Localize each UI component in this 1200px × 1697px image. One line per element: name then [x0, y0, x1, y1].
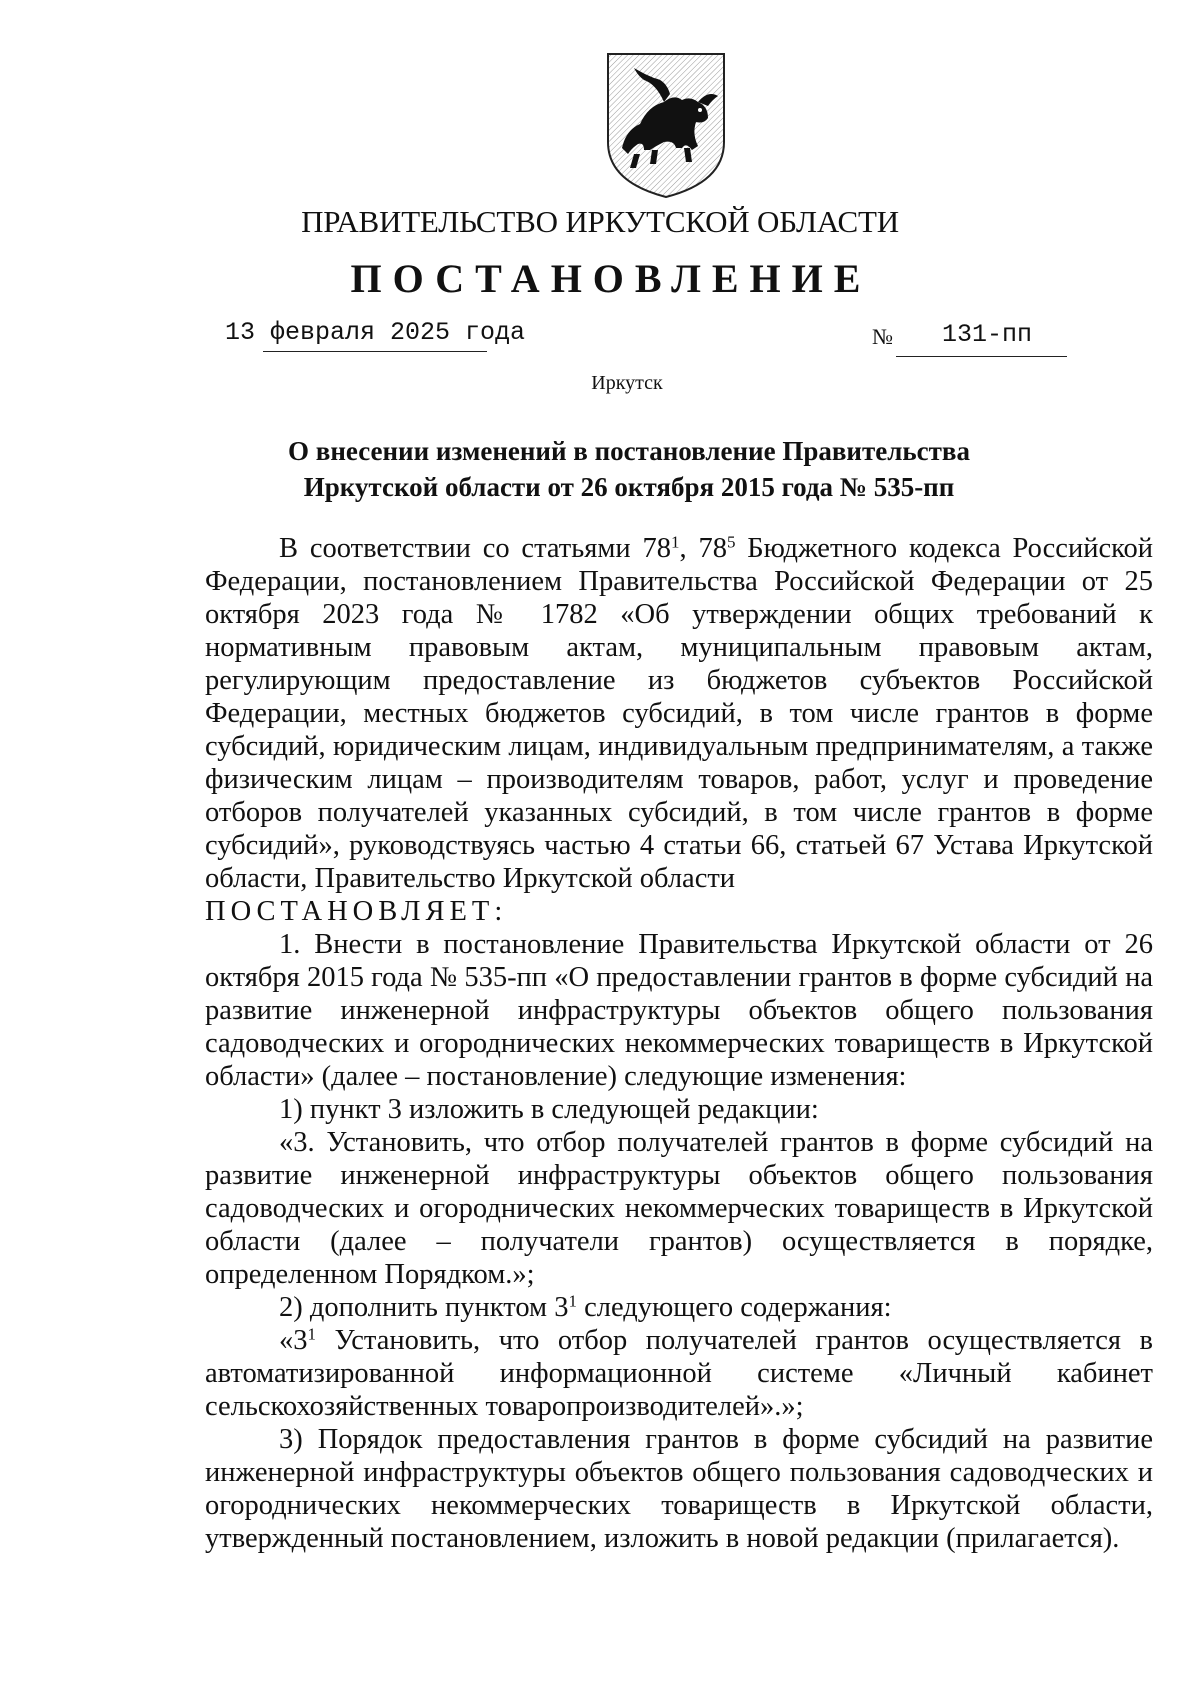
document-body [205, 532, 1153, 1555]
document-number [872, 320, 1067, 356]
subitem-2-paragraph [205, 1291, 1153, 1324]
item-1-paragraph: 1. Внести в постановление Правительства Иркутской области от 26 октября 2015 года № 535-пп «О предоставлении грантов в форме субсидий на развитие инженерной инфраструктуры объектов общего пользования садоводческих и огороднических некоммерческих товариществ в Иркутской области» (далее – постановление) следующие изменения: [205, 929, 1153, 1092]
preamble-paragraph [205, 532, 1153, 895]
quote-1-paragraph: «3. Установить, что отбор получателей грантов в форме субсидий на развитие инженерной инфраструктуры объектов общего пользования садоводческих и огороднических некоммерческих товариществ в Иркутской области (далее – получатели грантов) осуществляется в порядке, определенном Порядком.»; [205, 1127, 1153, 1290]
subitem-2-text-b: следующего содержания: [576, 1292, 892, 1323]
quote-2-paragraph [205, 1324, 1153, 1423]
subitem-3-paragraph: 3) Порядок предоставления грантов в форме субсидий на развитие инженерной инфраструктуры объектов общего пользования садоводческих и огороднических некоммерческих товариществ в Иркутской области, утвержденный постановлением, изложить в новой редакции (прилагается). [205, 1424, 1153, 1554]
number-value: 131-пп [942, 320, 1033, 349]
date-text: 13 февраля 2025 года [225, 318, 526, 347]
authority-name: ПРАВИТЕЛЬСТВО ИРКУТСКОЙ ОБЛАСТИ [301, 204, 899, 239]
quote-2-text-a: «3 [279, 1325, 308, 1356]
preamble-superscript-1: 1 [670, 532, 680, 552]
document-title [0, 433, 1200, 505]
preamble-text-b: , 78 [679, 533, 727, 564]
subitem-2-text-a: 2) дополнить пунктом 3 [279, 1292, 569, 1323]
city-name: Иркутск [591, 372, 663, 394]
date-underline [263, 351, 487, 352]
title-line-2: Иркутской области от 26 октября 2015 года № 535-пп [303, 472, 955, 502]
decree-word: ПОСТАНОВЛЯЕТ: [205, 896, 508, 927]
number-underline [896, 356, 1067, 357]
title-line-1: О внесении изменений в постановление Правительства [288, 436, 970, 466]
subitem-1-paragraph: 1) пункт 3 изложить в следующей редакции: [279, 1094, 819, 1125]
coat-of-arms-emblem [604, 50, 728, 200]
preamble-text-a: В соответствии со статьями 78 [279, 533, 671, 564]
preamble-text-c: Бюджетного кодекса Российской Федерации, постановлением Правительства Российской Федерации от 25 октября 2023 года № 1782 «Об утверждении общих требований к нормативным правовым актам, муниципальным правовым актам, регулирующим предоставление из бюджетов субъектов Российской Федерации, местных бюджетов субсидий, в том числе грантов в форме субсидий, юридическим лицам, индивидуальным предпринимателям, а также физическим лицам – производителям товаров, работ, услуг и проведение отборов получателей указанных субсидий, в том числе грантов в форме субсидий», руководствуясь частью 4 статьи 66, статьей 67 Устава Иркутской области, Правительство Иркутской области [205, 533, 1153, 894]
number-sign: № [872, 324, 893, 349]
preamble-superscript-5: 5 [726, 532, 736, 552]
document-date [225, 318, 525, 347]
quote-2-superscript: 1 [307, 1324, 316, 1344]
document-type: ПОСТАНОВЛЕНИЕ [350, 256, 872, 301]
subitem-2-superscript: 1 [568, 1291, 577, 1311]
quote-2-text-b: Установить, что отбор получателей грантов осуществляется в автоматизированной информационной системе «Личный кабинет сельскохозяйственных товаропроизводителей».»; [205, 1325, 1153, 1422]
